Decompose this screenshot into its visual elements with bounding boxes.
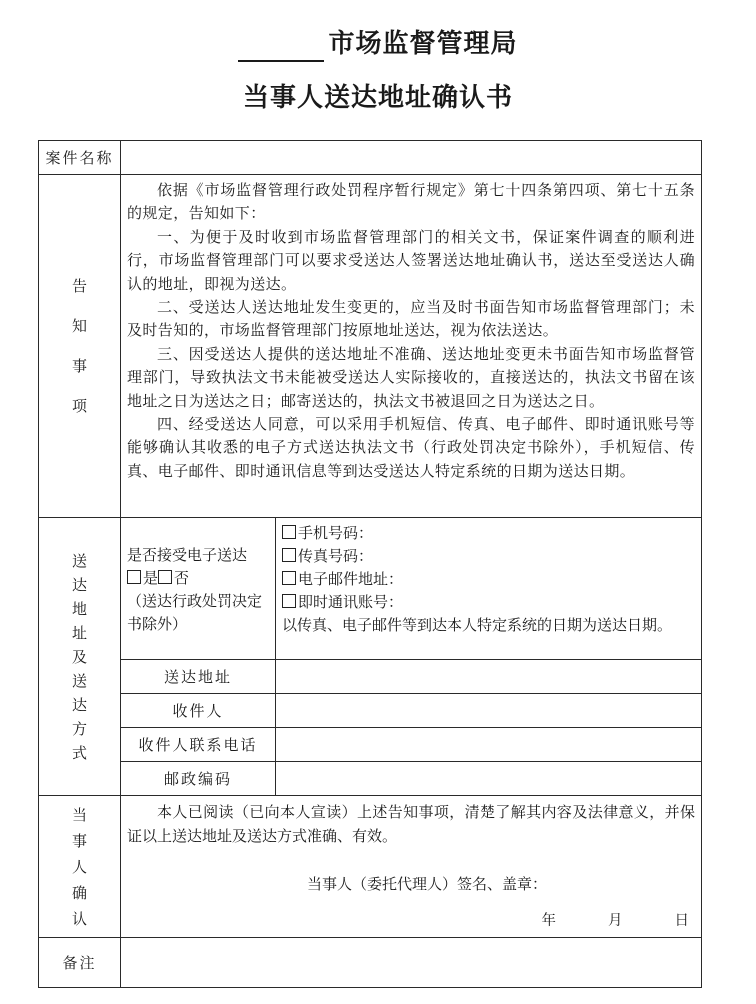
notice-row xyxy=(39,175,702,518)
im-checkbox[interactable] xyxy=(282,594,296,608)
notice-paragraph: 一、为便于及时收到市场监督管理部门的相关文书，保证案件调查的顺利进行，市场监督管理部门可以要求受送达人签署送达地址确认书，送达至受送达人确认的地址，即视为送达。 xyxy=(127,227,695,293)
consent-choices xyxy=(127,567,269,590)
notice-paragraph: 四、经受送达人同意，可以采用手机短信、传真、电子邮件、即时通讯账号等能够确认其收悉的电子方式送达执法文书（行政处罚决定书除外），手机短信、传真、电子邮件、即时通讯信息等到达受送达人特定系统的日期为送达日期。 xyxy=(127,415,695,480)
yes-label: 是 xyxy=(143,569,159,587)
confirm-row xyxy=(39,796,702,938)
confirm-content xyxy=(121,796,702,938)
agency-name: 市场监督管理局 xyxy=(328,29,518,59)
notice-paragraph: 依据《市场监督管理行政处罚程序暂行规定》第七十四条第四项、第七十五条的规定，告知如下： xyxy=(127,181,695,223)
remarks-field[interactable] xyxy=(121,938,702,988)
address-label: 送达地址 xyxy=(121,660,276,694)
remarks-row xyxy=(39,938,702,988)
recipient-row xyxy=(39,694,702,728)
fax-checkbox[interactable] xyxy=(282,548,296,562)
option-im: 即时通讯账号： xyxy=(282,591,695,614)
recipient-label: 收件人 xyxy=(121,694,276,728)
case-name-label: 案件名称 xyxy=(39,141,121,175)
month-label: 月 xyxy=(608,913,623,929)
notice-paragraph: 三、因受送达人提供的送达地址不准确、送达地址变更未书面告知市场监督管理部门，导致执法文书未能被受送达人实际接收的，直接送达的，执法文书留在该地址之日为送达之日；邮寄送达的，执法文书被退回之日为送达之日。 xyxy=(127,344,695,410)
confirm-label: 当 事 人 确 认 xyxy=(39,796,121,938)
year-label: 年 xyxy=(541,913,556,929)
notice-paragraph: 二、受送达人送达地址发生变更的，应当及时书面告知市场监督管理部门；未及时告知的，市场监督管理部门按原地址送达，视为依法送达。 xyxy=(127,298,695,340)
notice-label: 告 知 事 项 xyxy=(39,175,121,518)
date-row[interactable] xyxy=(490,909,690,933)
case-name-row xyxy=(39,141,702,175)
confirm-text: 本人已阅读（已向本人宣读）上述告知事项，清楚了解其内容及法律意义，并保证以上送达地址及送达方式准确、有效。 xyxy=(127,803,695,845)
delivery-label: 送 达 地 址 及 送 达 方 式 xyxy=(39,518,121,796)
option-email: 电子邮件地址： xyxy=(282,568,695,591)
no-label: 否 xyxy=(174,569,190,587)
phone-row xyxy=(39,728,702,762)
recipient-field[interactable] xyxy=(276,694,702,728)
electronic-options-cell xyxy=(276,518,702,660)
phone-field[interactable] xyxy=(276,728,702,762)
electronic-delivery-row xyxy=(39,518,702,660)
remarks-label: 备注 xyxy=(39,938,121,988)
agency-line xyxy=(0,26,756,62)
address-field[interactable] xyxy=(276,660,702,694)
postcode-field[interactable] xyxy=(276,762,702,796)
email-checkbox[interactable] xyxy=(282,571,296,585)
phone-checkbox[interactable] xyxy=(282,525,296,539)
document-title: 当事人送达地址确认书 xyxy=(242,83,513,113)
option-phone: 手机号码： xyxy=(282,522,695,545)
consent-note: （送达行政处罚决定书除外） xyxy=(127,592,263,633)
signature-label[interactable]: 当事人（委托代理人）签名、盖章： xyxy=(307,875,548,893)
case-name-field[interactable] xyxy=(121,141,702,175)
yes-checkbox[interactable] xyxy=(127,570,141,584)
address-row xyxy=(39,660,702,694)
electronic-footnote: 以传真、电子邮件等到达本人特定系统的日期为送达日期。 xyxy=(282,616,673,634)
phone-label: 收件人联系电话 xyxy=(121,728,276,762)
electronic-consent-cell xyxy=(121,518,276,660)
document-header xyxy=(0,26,756,116)
postcode-label: 邮政编码 xyxy=(121,762,276,796)
electronic-question: 是否接受电子送达 xyxy=(127,546,248,564)
agency-name-blank[interactable] xyxy=(238,32,324,62)
notice-content xyxy=(121,175,702,518)
postcode-row xyxy=(39,762,702,796)
day-label: 日 xyxy=(674,913,689,929)
option-fax: 传真号码： xyxy=(282,545,695,568)
confirmation-form xyxy=(38,140,702,988)
no-checkbox[interactable] xyxy=(158,570,172,584)
